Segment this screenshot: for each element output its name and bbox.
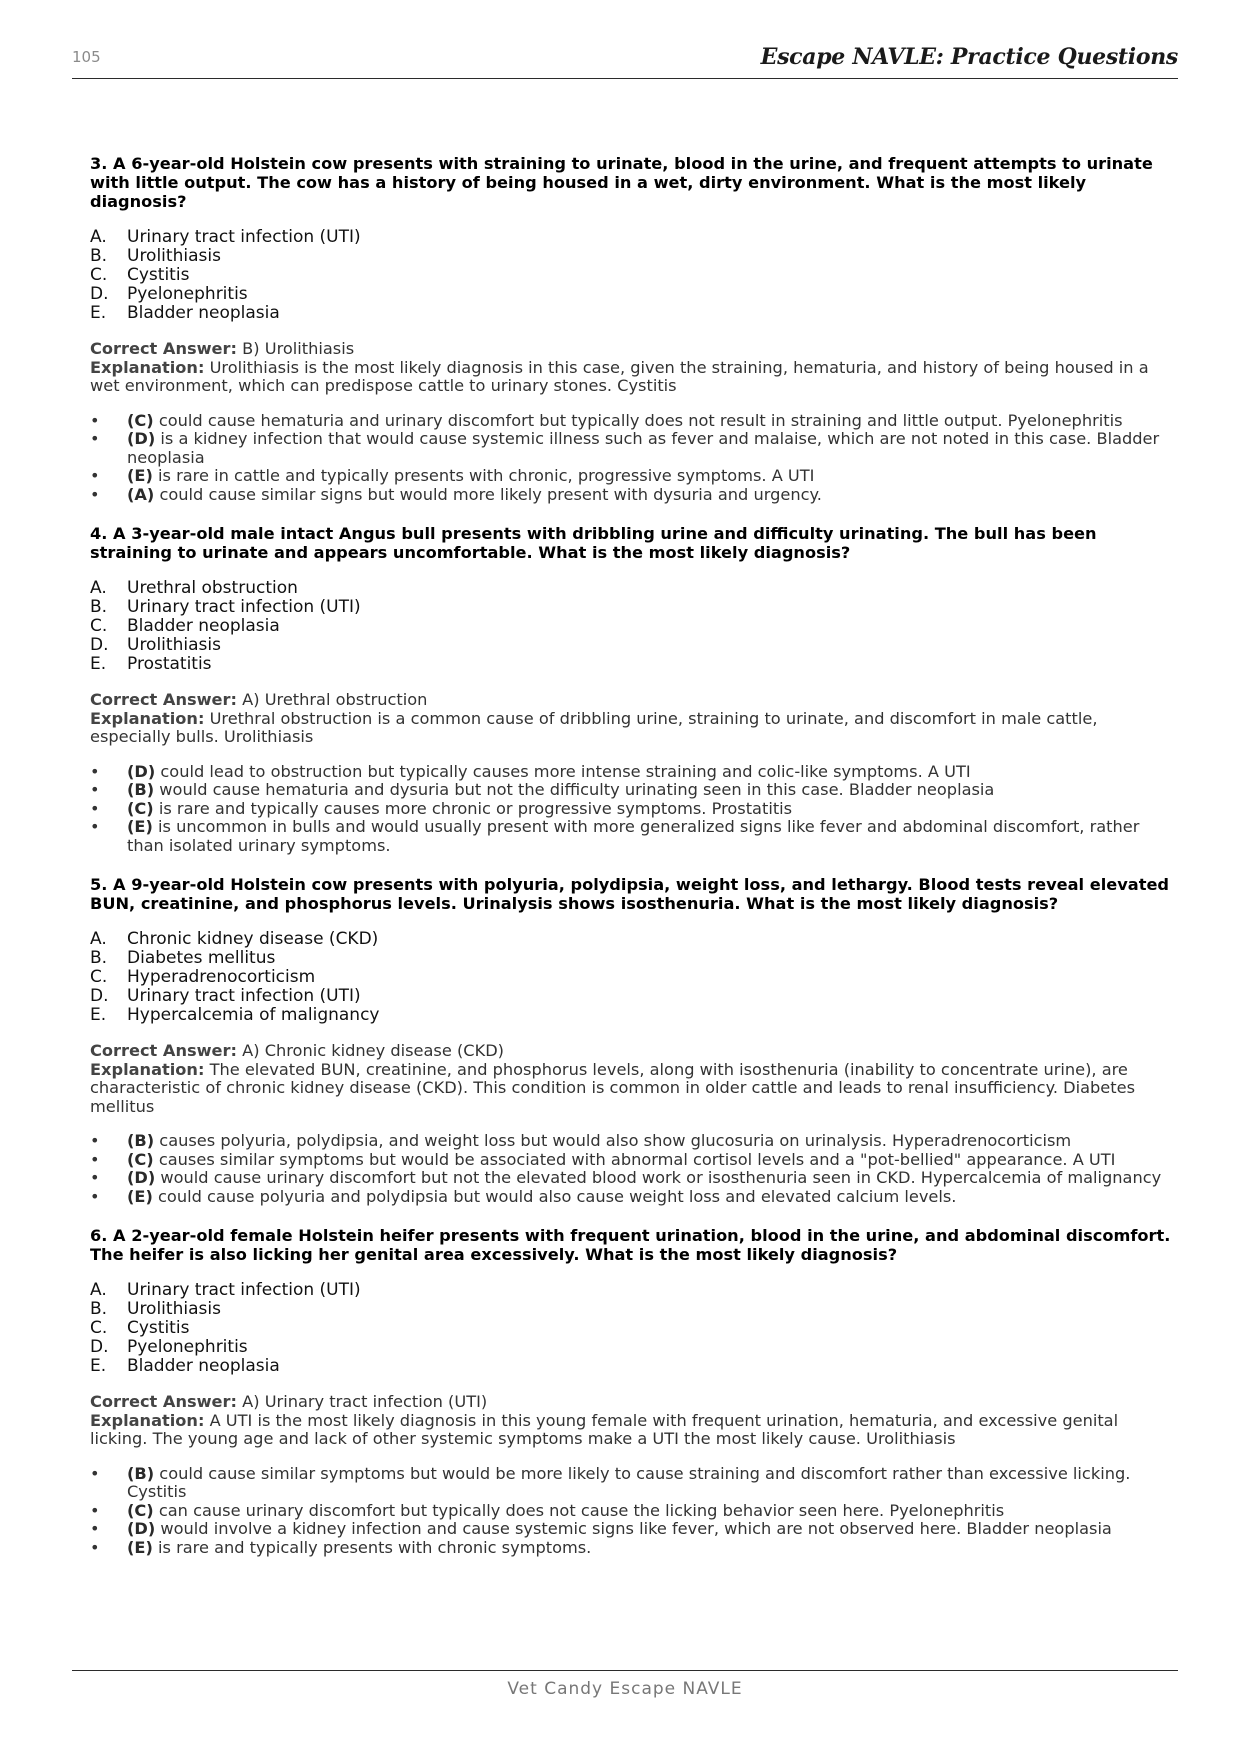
option-letter: E. <box>90 654 107 674</box>
distractor-text: would involve a kidney infection and cause systemic signs like fever, which are not observed here. Bladder neoplasia <box>160 1519 1112 1538</box>
option-item <box>90 617 1172 636</box>
options-list <box>90 930 1172 1025</box>
option-letter: E. <box>90 1005 107 1025</box>
distractor-item <box>90 1169 1172 1188</box>
bullet-icon: • <box>90 410 100 430</box>
explanation-text: Urethral obstruction is a common cause of dribbling urine, straining to urinate, and discomfort in male cattle, especially bulls. Urolithiasis <box>90 708 1098 746</box>
option-item <box>90 598 1172 617</box>
distractor-tag: (C) <box>127 1149 154 1169</box>
distractor-content <box>127 430 1172 467</box>
distractor-text: causes polyuria, polydipsia, and weight loss but would also show glucosuria on urinalysis. Hyperadrenocorticism <box>159 1131 1072 1150</box>
distractor-list <box>90 1132 1172 1206</box>
distractor-item <box>90 1151 1172 1170</box>
question-text: 5. A 9-year-old Holstein cow presents with polyuria, polydipsia, weight loss, and lethargy. Blood tests reveal elevated BUN, creatinine, and phosphorus levels. Urinalysis shows isosthenuria. What is the most likely diagnosis? <box>90 875 1170 913</box>
option-text: Chronic kidney disease (CKD) <box>127 929 379 949</box>
explanation-label: Explanation: <box>90 357 205 377</box>
option-letter: B. <box>90 1299 108 1319</box>
distractor-text: could cause similar symptoms but would be more likely to cause straining and discomfort rather than excessive licking. Cystitis <box>127 1463 1131 1501</box>
distractor-tag: (E) <box>127 817 153 836</box>
option-item <box>90 968 1172 987</box>
distractor-list <box>90 412 1172 505</box>
distractor-tag: (B) <box>127 1131 155 1150</box>
distractor-tag: (B) <box>127 1463 155 1483</box>
distractor-text: is rare and typically presents with chronic symptoms. <box>158 1537 592 1557</box>
distractor-item <box>90 800 1172 819</box>
distractor-text: could lead to obstruction but typically causes more intense straining and colic-like symptoms. A UTI <box>160 761 971 781</box>
bullet-icon: • <box>90 1168 100 1187</box>
distractor-item <box>90 430 1172 467</box>
explanation <box>90 1412 1172 1449</box>
distractor-list <box>90 1465 1172 1558</box>
option-item <box>90 1338 1172 1357</box>
distractor-list <box>90 763 1172 856</box>
bullet-icon: • <box>90 1463 100 1483</box>
bullet-icon: • <box>90 761 100 781</box>
distractor-text: would cause hematuria and dysuria but not the difficulty urinating seen in this case. Bladder neoplasia <box>159 780 995 799</box>
distractor-content <box>127 1465 1172 1502</box>
distractor-content <box>127 1502 1004 1521</box>
option-text: Bladder neoplasia <box>127 616 280 636</box>
bullet-icon: • <box>90 1519 100 1538</box>
option-item <box>90 987 1172 1006</box>
option-item <box>90 1300 1172 1319</box>
option-letter: D. <box>90 635 109 655</box>
footer-text: Vet Candy Escape NAVLE <box>507 1679 743 1699</box>
distractor-item <box>90 412 1172 431</box>
correct-answer-label: Correct Answer: <box>90 1041 237 1060</box>
option-item <box>90 285 1172 304</box>
bullet-icon: • <box>90 1537 100 1557</box>
correct-answer-label: Correct Answer: <box>90 690 237 709</box>
option-text: Pyelonephritis <box>127 284 248 304</box>
question-text: 4. A 3-year-old male intact Angus bull presents with dribbling urine and difficulty urinating. The bull has been straining to urinate and appears uncomfortable. What is the most likely diagnosis? <box>90 524 1097 562</box>
option-letter: B. <box>90 948 108 968</box>
page-header <box>72 44 1178 79</box>
explanation-text: A UTI is the most likely diagnosis in this young female with frequent urination, hematuria, and excessive genital licking. The young age and lack of other systemic symptoms make a UTI the most likely cause. Urolithiasis <box>90 1410 1119 1448</box>
distractor-content <box>127 781 994 800</box>
distractor-tag: (D) <box>127 761 156 781</box>
distractor-tag: (C) <box>127 410 154 430</box>
bullet-icon: • <box>90 429 100 448</box>
option-letter: A. <box>90 578 107 598</box>
option-item <box>90 247 1172 266</box>
bullet-icon: • <box>90 780 100 799</box>
option-item <box>90 1357 1172 1376</box>
options-list <box>90 579 1172 674</box>
option-item <box>90 579 1172 598</box>
bullet-icon: • <box>90 1186 100 1206</box>
distractor-content <box>127 763 971 782</box>
question-block <box>90 1226 1172 1557</box>
bullet-icon: • <box>90 466 100 485</box>
option-item <box>90 655 1172 674</box>
option-text: Urinary tract infection (UTI) <box>127 597 361 617</box>
distractor-item <box>90 467 1172 486</box>
explanation-text: The elevated BUN, creatinine, and phosphorus levels, along with isosthenuria (inability to concentrate urine), are characteristic of chronic kidney disease (CKD). This condition is common in older cattle and leads to renal insufficiency. Diabetes mellitus <box>90 1059 1136 1116</box>
explanation-label: Explanation: <box>90 1059 205 1079</box>
bullet-icon: • <box>90 1131 100 1150</box>
distractor-text: is rare in cattle and typically presents with chronic, progressive symptoms. A UTI <box>158 466 815 485</box>
options-list <box>90 228 1172 323</box>
option-text: Pyelonephritis <box>127 1337 248 1357</box>
option-item <box>90 636 1172 655</box>
distractor-text: could cause similar signs but would more likely present with dysuria and urgency. <box>159 484 822 504</box>
option-letter: D. <box>90 284 109 304</box>
distractor-item <box>90 763 1172 782</box>
explanation <box>90 359 1172 396</box>
correct-answer-label: Correct Answer: <box>90 339 237 358</box>
distractor-tag: (C) <box>127 798 154 818</box>
option-text: Urethral obstruction <box>127 578 298 598</box>
bullet-icon: • <box>90 1149 100 1169</box>
distractor-tag: (A) <box>127 484 155 504</box>
option-letter: E. <box>90 303 107 323</box>
option-letter: C. <box>90 265 108 285</box>
option-text: Urolithiasis <box>127 635 221 655</box>
distractor-tag: (B) <box>127 780 155 799</box>
correct-answer <box>90 1393 1172 1412</box>
option-text: Cystitis <box>127 265 190 285</box>
distractor-item <box>90 818 1172 855</box>
distractor-content <box>127 1132 1071 1151</box>
correct-answer-label: Correct Answer: <box>90 1392 237 1411</box>
correct-answer <box>90 691 1172 710</box>
question-block <box>90 524 1172 855</box>
option-letter: B. <box>90 246 108 266</box>
distractor-item <box>90 1502 1172 1521</box>
option-letter: E. <box>90 1356 107 1376</box>
option-text: Urinary tract infection (UTI) <box>127 1280 361 1300</box>
question-block <box>90 154 1172 504</box>
distractor-content <box>127 800 792 819</box>
option-letter: A. <box>90 227 107 247</box>
distractor-tag: (E) <box>127 1186 153 1206</box>
distractor-content <box>127 1188 956 1207</box>
distractor-tag: (E) <box>127 1537 153 1557</box>
distractor-item <box>90 486 1172 505</box>
distractor-tag: (C) <box>127 1500 154 1520</box>
distractor-text: is rare and typically causes more chronic or progressive symptoms. Prostatitis <box>158 798 793 818</box>
distractor-item <box>90 1188 1172 1207</box>
option-letter: A. <box>90 1280 107 1300</box>
explanation <box>90 1061 1172 1117</box>
distractor-text: would cause urinary discomfort but not the elevated blood work or isosthenuria seen in CKD. Hypercalcemia of malignancy <box>160 1168 1162 1187</box>
correct-answer-value: B) Urolithiasis <box>242 339 355 358</box>
questions-content <box>90 154 1172 1577</box>
option-text: Urolithiasis <box>127 1299 221 1319</box>
distractor-item <box>90 1520 1172 1539</box>
distractor-text: can cause urinary discomfort but typically does not cause the licking behavior seen here. Pyelonephritis <box>158 1500 1005 1520</box>
book-title: Escape NAVLE: Practice Questions <box>760 44 1178 70</box>
distractor-tag: (E) <box>127 466 153 485</box>
question-block <box>90 875 1172 1206</box>
page-footer <box>72 1670 1178 1699</box>
distractor-content <box>127 1169 1161 1188</box>
distractor-text: is a kidney infection that would cause systemic illness such as fever and malaise, which are not noted in this case. Bladder neoplasia <box>127 429 1160 467</box>
correct-answer-value: A) Urethral obstruction <box>242 690 428 709</box>
explanation <box>90 710 1172 747</box>
distractor-text: could cause polyuria and polydipsia but would also cause weight loss and elevated calcium levels. <box>158 1186 957 1206</box>
option-text: Bladder neoplasia <box>127 1356 280 1376</box>
distractor-tag: (D) <box>127 429 156 448</box>
explanation-label: Explanation: <box>90 1410 205 1430</box>
distractor-tag: (D) <box>127 1519 156 1538</box>
distractor-content <box>127 1539 591 1558</box>
option-text: Diabetes mellitus <box>127 948 276 968</box>
bullet-icon: • <box>90 484 100 504</box>
option-item <box>90 1319 1172 1338</box>
option-text: Hypercalcemia of malignancy <box>127 1005 380 1025</box>
bullet-icon: • <box>90 1500 100 1520</box>
correct-answer <box>90 340 1172 359</box>
distractor-content <box>127 467 814 486</box>
option-text: Urinary tract infection (UTI) <box>127 986 361 1006</box>
question-text: 6. A 2-year-old female Holstein heifer presents with frequent urination, blood in the urine, and abdominal discomfort. The heifer is also licking her genital area excessively. What is the most likely diagnosis? <box>90 1226 1171 1264</box>
option-text: Urinary tract infection (UTI) <box>127 227 361 247</box>
distractor-item <box>90 1539 1172 1558</box>
options-list <box>90 1281 1172 1376</box>
option-letter: C. <box>90 616 108 636</box>
correct-answer <box>90 1042 1172 1061</box>
distractor-item <box>90 781 1172 800</box>
bullet-icon: • <box>90 798 100 818</box>
distractor-text: causes similar symptoms but would be associated with abnormal cortisol levels and a "pot-bellied" appearance. A UTI <box>158 1149 1116 1169</box>
correct-answer-value: A) Chronic kidney disease (CKD) <box>242 1041 504 1060</box>
option-text: Cystitis <box>127 1318 190 1338</box>
distractor-item <box>90 1132 1172 1151</box>
option-letter: A. <box>90 929 107 949</box>
option-text: Prostatitis <box>127 654 212 674</box>
option-item <box>90 1006 1172 1025</box>
distractor-item <box>90 1465 1172 1502</box>
distractor-content <box>127 412 1123 431</box>
option-item <box>90 949 1172 968</box>
option-letter: B. <box>90 597 108 617</box>
distractor-content <box>127 818 1172 855</box>
distractor-text: is uncommon in bulls and would usually present with more generalized signs like fever and abdominal discomfort, rather than isolated urinary symptoms. <box>127 817 1140 855</box>
option-item <box>90 930 1172 949</box>
option-letter: C. <box>90 1318 108 1338</box>
option-item <box>90 228 1172 247</box>
explanation-text: Urolithiasis is the most likely diagnosis in this case, given the straining, hematuria, and history of being housed in a wet environment, which can predispose cattle to urinary stones. Cystitis <box>90 357 1149 395</box>
option-letter: C. <box>90 967 108 987</box>
option-item <box>90 266 1172 285</box>
question-text: 3. A 6-year-old Holstein cow presents with straining to urinate, blood in the urine, and frequent attempts to urinate with little output. The cow has a history of being housed in a wet, dirty environment. What is the most likely diagnosis? <box>90 154 1153 211</box>
option-item <box>90 304 1172 323</box>
distractor-content <box>127 1520 1112 1539</box>
distractor-tag: (D) <box>127 1168 156 1187</box>
page-number: 105 <box>72 48 101 66</box>
option-text: Bladder neoplasia <box>127 303 280 323</box>
distractor-text: could cause hematuria and urinary discomfort but typically does not result in straining and little output. Pyelonephritis <box>158 410 1123 430</box>
option-text: Hyperadrenocorticism <box>127 967 316 987</box>
distractor-content <box>127 486 822 505</box>
option-text: Urolithiasis <box>127 246 221 266</box>
option-item <box>90 1281 1172 1300</box>
distractor-content <box>127 1151 1115 1170</box>
explanation-label: Explanation: <box>90 708 205 728</box>
correct-answer-value: A) Urinary tract infection (UTI) <box>242 1392 488 1411</box>
option-letter: D. <box>90 986 109 1006</box>
bullet-icon: • <box>90 817 100 836</box>
option-letter: D. <box>90 1337 109 1357</box>
